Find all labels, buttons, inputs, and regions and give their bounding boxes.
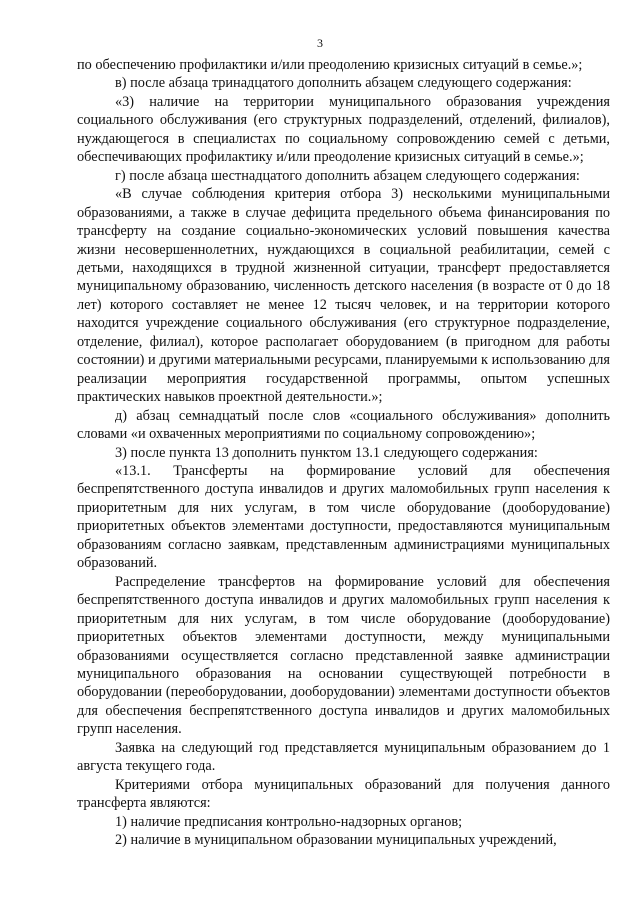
paragraph-distribution: Распределение трансфертов на формирование условий для обеспечения беспрепятственного доступа инвалидов и других маломобильных групп населения к приоритетным для них услугам, в том числе оборудование (дооборудование) приоритетных объектов элементами доступности, между муниципальными образованиями осуществляется согласно представленной заявке администрации муниципального образования на основании существующей потребности в оборудовании (переоборудовании, дооборудовании) элементами доступности объектов для обеспечения беспрепятственного доступа инвалидов и других маломобильных групп населения. xyxy=(77,573,610,738)
paragraph-clause-13-1: «13.1. Трансферты на формирование условий для обеспечения беспрепятственного доступа инвалидов и других маломобильных групп населения к приоритетным для них услугам, в том числе оборудование (дооборудование) приоритетных объектов элементами доступности, предоставляются муниципальным образованиям согласно заявкам, представленным администрациями муниципальных образований. xyxy=(77,462,610,572)
list-item-criterion-2: 2) наличие в муниципальном образовании муниципальных учреждений, xyxy=(115,832,557,849)
list-item-criterion-1: 1) наличие предписания контрольно-надзорных органов; xyxy=(115,813,463,830)
paragraph-item-v: в) после абзаца тринадцатого дополнить абзацем следующего содержания: xyxy=(115,75,572,92)
paragraph-quote-criterion-3: «3) наличие на территории муниципального образования учреждения социального обслуживания (его структурных подразделений, отделений, филиалов), нуждающегося в специалистах по социальному сопровождению семей с детьми, обеспечивающих профилактику и/или преодоление кризисных ситуаций в семье.»; xyxy=(77,93,610,166)
paragraph-item-g: г) после абзаца шестнадцатого дополнить абзацем следующего содержания: xyxy=(115,167,580,184)
paragraph-item-d: д) абзац семнадцатый после слов «социального обслуживания» дополнить словами «и охваченных мероприятиями по социальному сопровождению»; xyxy=(77,407,610,443)
paragraph-selection-criteria: Критериями отбора муниципальных образований для получения данного трансферта являются: xyxy=(77,776,610,812)
paragraph-application-deadline: Заявка на следующий год представляется муниципальным образованием до 1 августа текущего года. xyxy=(77,739,610,775)
paragraph-quote-criterion-compliance: «В случае соблюдения критерия отбора 3) несколькими муниципальными образованиями, а также в случае дефицита предельного объема финансирования по трансферту на создание социально-экономических условий повышения качества жизни несовершеннолетних, нуждающихся в социальной реабилитации, семей с детьми, находящихся в трудной жизненной ситуации, трансферт предоставляется муниципальному образованию, численность детского населения (в возрасте от 0 до 18 лет) которого составляет не менее 12 тысяч человек, и на территории которого находится учреждение социального обслуживания (его структурное подразделение, отделение, филиал), которое располагает оборудованием (в пригодном для работы состоянии) и другими материальными ресурсами, планируемыми к использованию для реализации мероприятия государственной программы, опытом успешных практических навыков проектной деятельности.»; xyxy=(77,186,610,406)
paragraph-item-3: 3) после пункта 13 дополнить пунктом 13.1 следующего содержания: xyxy=(115,444,538,461)
paragraph-continuation: по обеспечению профилактики и/или преодолению кризисных ситуаций в семье.»; xyxy=(77,57,583,73)
page-number: 3 xyxy=(317,36,323,50)
document-body xyxy=(77,56,610,849)
